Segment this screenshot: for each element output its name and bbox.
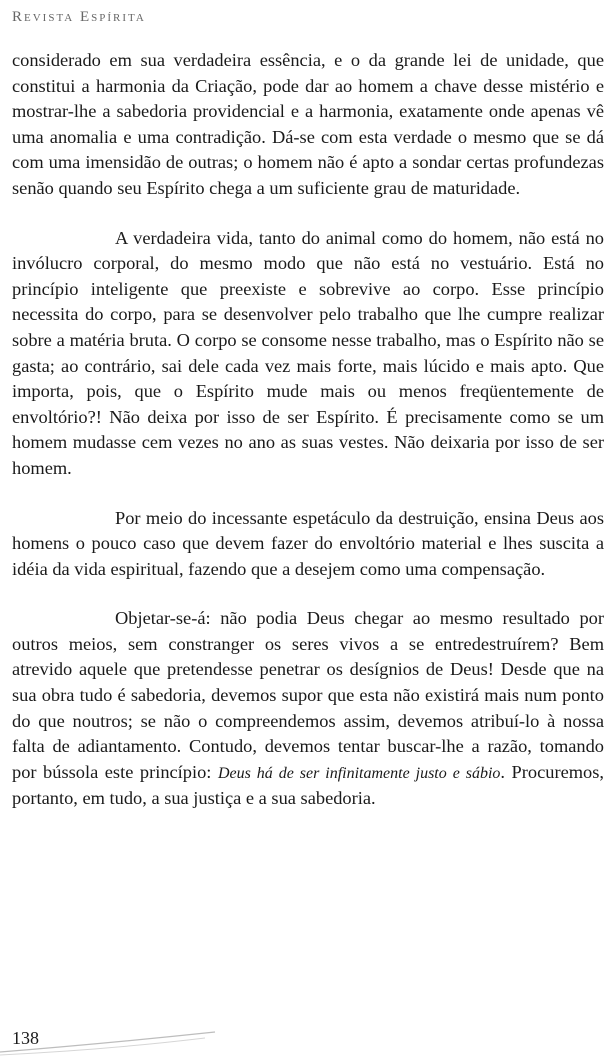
paragraph-true-life: A verdadeira vida, tanto do animal como do homem, não está no invólucro corporal, do mesmo modo que não está no vestuário. Está no princípio inteligente que preexiste e sobrevive ao corpo. Esse princípio necessita do corpo, para se desenvolver pelo trabalho que lhe cumpre realizar sobre a matéria bruta. O corpo se consome nesse trabalho, mas o Espírito não se gasta; ao contrário, sai dele cada vez mais forte, mais lúcido e mais apto. Que importa, pois, que o Espírito mude mais ou menos freqüentemente de envoltório?! Não deixa por isso de ser Espírito. É precisamente como se um homem mudasse cem vezes no ano as suas vestes. Não deixaria por isso de ser homem. [12, 227, 604, 478]
paragraph-objection [12, 606, 604, 812]
objection-text-end: . Procuremos, portanto, em tudo, a sua justiça e a sua sabedoria. [12, 761, 604, 809]
paragraph-destruction: Por meio do incessante espetáculo da destruição, ensina Deus aos homens o pouco caso que devem fazer do envoltório material e lhes suscita a idéia da vida espiritual, fazendo que a desejem como uma compensação. [12, 507, 604, 579]
body-text [12, 48, 604, 836]
page-number: 138 [12, 1028, 39, 1048]
paragraph-continuation: considerado em sua verdadeira essência, e o da grande lei de unidade, que constitui a harmonia da Criação, pode dar ao homem a chave desse mistério e mostrar-lhe a sabedoria providencial e a harmonia, exatamente onde apenas vê uma anomalia e uma contradição. Dá-se com esta verdade o mesmo que se dá com uma imensidão de outras; o homem não é apto a sondar certas profundezas senão quando seu Espírito chega a um suficiente grau de maturidade. [12, 50, 604, 198]
objection-text-start: Objetar-se-á: não podia Deus chegar ao mesmo resultado por outros meios, sem constranger os seres vivos a se entredestruírem? Bem atrevido aquele que pretendesse penetrar os desígnios de Deus! Desde que na sua obra tudo é sabedoria, devemos supor que esta não existirá mais num ponto do que noutros; se não o compreendemos assim, devemos atribuí-lo à nossa falta de adiantamento. Contudo, devemos tentar buscar-lhe a razão, tomando por bússola este princípio: [12, 608, 604, 782]
running-header: Revista Espírita [12, 9, 146, 25]
italic-principle: Deus há de ser infinitamente justo e sábio [217, 764, 501, 782]
